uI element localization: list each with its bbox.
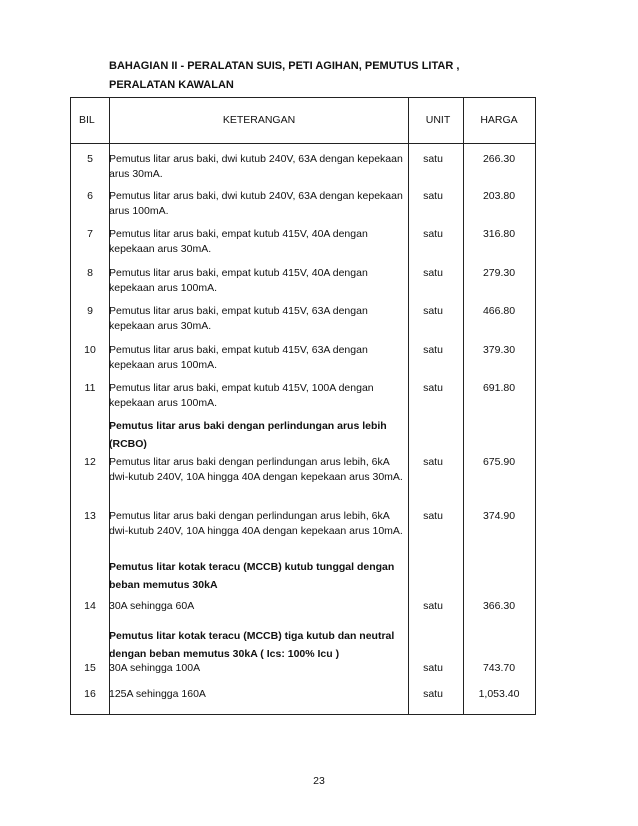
row-9-harga: 466.80 (482, 305, 516, 317)
row-13-harga: 374.90 (482, 510, 516, 522)
row-14-bil: 14 (84, 600, 96, 612)
row-16-harga: 1,053.40 (478, 688, 520, 700)
row-11-harga: 691.80 (482, 382, 516, 394)
row-6-unit: satu (423, 190, 443, 202)
header-bil: BIL (79, 114, 95, 126)
row-12-unit: satu (423, 456, 443, 468)
row-heading-12-desc: Pemutus litar kotak teracu (MCCB) tiga kutub dan neutral dengan beban memutus 30kA ( Ics: 100% Icu ) (109, 630, 395, 660)
row-6-harga: 203.80 (482, 190, 516, 202)
row-10-harga: 379.30 (482, 344, 516, 356)
row-10-unit: satu (423, 344, 443, 356)
row-13-bil: 13 (84, 510, 96, 522)
price-table (70, 97, 536, 715)
row-7-desc: Pemutus litar arus baki, empat kutub 415V, 40A dengan kepekaan arus 30mA. (109, 228, 368, 255)
row-7-harga: 316.80 (482, 228, 516, 240)
row-12-harga: 675.90 (482, 456, 516, 468)
row-12-desc: Pemutus litar arus baki dengan perlindungan arus lebih, 6kA dwi-kutub 240V, 10A hingga 40A dengan kepekaan arus 30mA. (109, 456, 403, 483)
row-15-harga: 743.70 (482, 662, 516, 674)
row-heading-10-desc: Pemutus litar kotak teracu (MCCB) kutub tunggal dengan beban memutus 30kA (109, 561, 395, 591)
row-5-bil: 5 (87, 153, 93, 165)
row-15-unit: satu (423, 662, 443, 674)
row-12-bil: 12 (84, 456, 96, 468)
header-unit: UNIT (425, 114, 451, 126)
row-9-unit: satu (423, 305, 443, 317)
row-16-desc: 125A sehingga 160A (109, 688, 206, 700)
row-8-bil: 8 (87, 267, 93, 279)
row-9-bil: 9 (87, 305, 93, 317)
row-5-unit: satu (423, 153, 443, 165)
row-16-unit: satu (423, 688, 443, 700)
row-13-desc: Pemutus litar arus baki dengan perlindungan arus lebih, 6kA dwi-kutub 240V, 10A hingga 40A dengan kepekaan arus 10mA. (109, 510, 403, 537)
row-5-desc: Pemutus litar arus baki, dwi kutub 240V, 63A dengan kepekaan arus 30mA. (109, 153, 403, 180)
row-14-unit: satu (423, 600, 443, 612)
row-14-desc: 30A sehingga 60A (109, 600, 195, 612)
row-8-desc: Pemutus litar arus baki, empat kutub 415V, 40A dengan kepekaan arus 100mA. (109, 267, 368, 294)
row-7-unit: satu (423, 228, 443, 240)
row-heading-7-desc: Pemutus litar arus baki dengan perlindungan arus lebih (RCBO) (109, 420, 387, 450)
page-number: 23 (313, 775, 325, 787)
row-15-desc: 30A sehingga 100A (109, 662, 201, 674)
section-heading-line-1: BAHAGIAN II - PERALATAN SUIS, PETI AGIHAN, PEMUTUS LITAR , (109, 60, 460, 72)
row-9-desc: Pemutus litar arus baki, empat kutub 415V, 63A dengan kepekaan arus 30mA. (109, 305, 368, 332)
row-6-desc: Pemutus litar arus baki, dwi kutub 240V, 63A dengan kepekaan arus 100mA. (109, 190, 403, 217)
header-harga: HARGA (480, 114, 518, 126)
row-11-desc: Pemutus litar arus baki, empat kutub 415V, 100A dengan kepekaan arus 100mA. (109, 382, 374, 409)
header-divider (71, 143, 535, 144)
row-8-harga: 279.30 (482, 267, 516, 279)
section-heading (109, 57, 529, 95)
header-keterangan: KETERANGAN (222, 114, 296, 126)
section-heading-line-2: PERALATAN KAWALAN (109, 79, 234, 91)
row-13-unit: satu (423, 510, 443, 522)
row-10-desc: Pemutus litar arus baki, empat kutub 415V, 63A dengan kepekaan arus 100mA. (109, 344, 368, 371)
row-6-bil: 6 (87, 190, 93, 202)
row-7-bil: 7 (87, 228, 93, 240)
row-5-harga: 266.30 (482, 153, 516, 165)
row-10-bil: 10 (84, 344, 96, 356)
row-11-bil: 11 (84, 382, 96, 394)
row-8-unit: satu (423, 267, 443, 279)
row-14-harga: 366.30 (482, 600, 516, 612)
row-16-bil: 16 (84, 688, 96, 700)
row-15-bil: 15 (84, 662, 96, 674)
row-11-unit: satu (423, 382, 443, 394)
